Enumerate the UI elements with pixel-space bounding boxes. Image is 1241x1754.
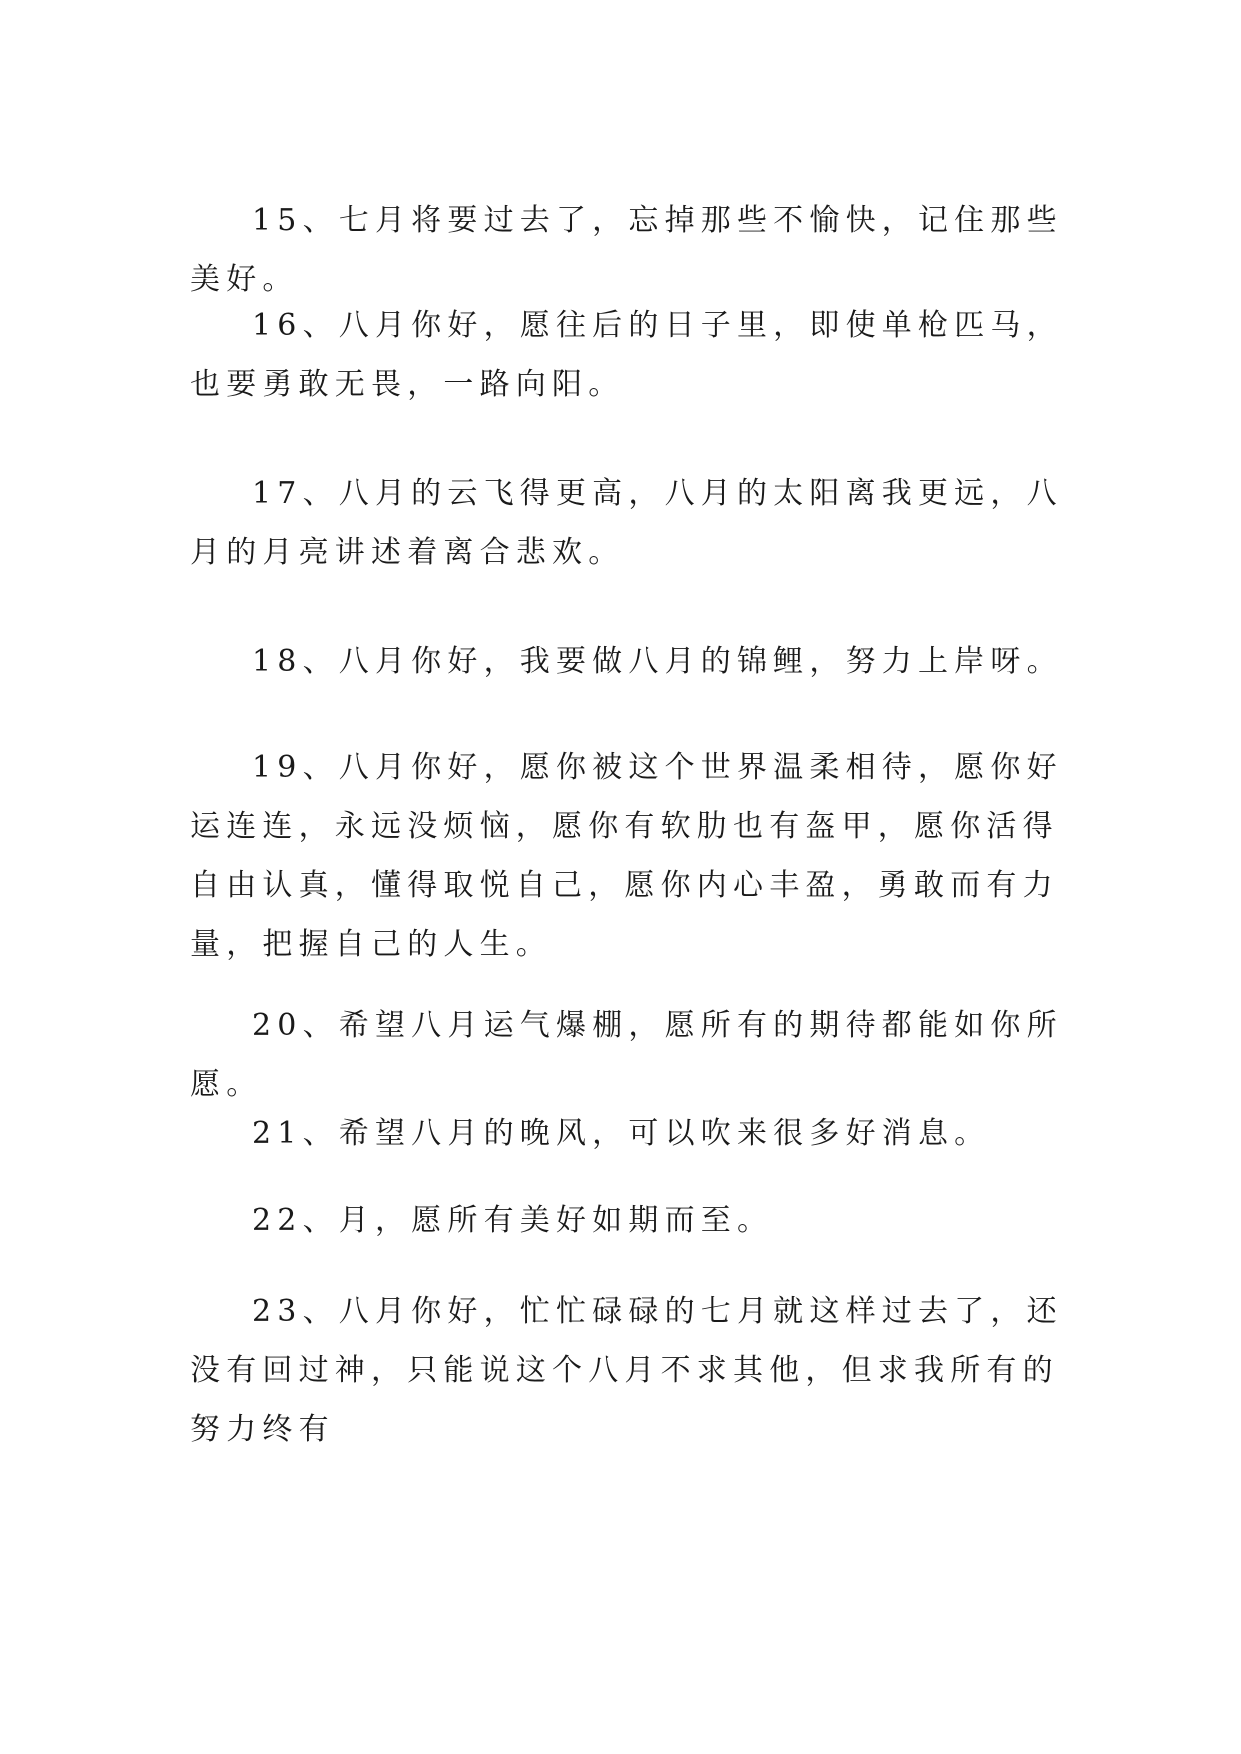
paragraph-15: 15、七月将要过去了，忘掉那些不愉快，记住那些美好。 [190,203,1063,297]
paragraph-21: 21、希望八月的晚风，可以吹来很多好消息。 [252,1116,991,1151]
paragraph-18: 18、八月你好，我要做八月的锦鲤，努力上岸呀。 [252,644,1063,679]
paragraph-23: 23、八月你好，忙忙碌碌的七月就这样过去了，还没有回过神，只能说这个八月不求其他，但求我所有的努力终有 [190,1294,1063,1447]
paragraph-17: 17、八月的云飞得更高，八月的太阳离我更远，八月的月亮讲述着离合悲欢。 [190,476,1063,570]
paragraph-16: 16、八月你好，愿往后的日子里，即使单枪匹马，也要勇敢无畏，一路向阳。 [190,308,1063,402]
paragraph-19: 19、八月你好，愿你被这个世界温柔相待，愿你好运连连，永远没烦恼，愿你有软肋也有盔甲，愿你活得自由认真，懂得取悦自己，愿你内心丰盈，勇敢而有力量，把握自己的人生。 [190,750,1063,962]
paragraph-20: 20、希望八月运气爆棚，愿所有的期待都能如你所愿。 [190,1008,1063,1102]
paragraph-22: 22、月，愿所有美好如期而至。 [252,1203,774,1238]
